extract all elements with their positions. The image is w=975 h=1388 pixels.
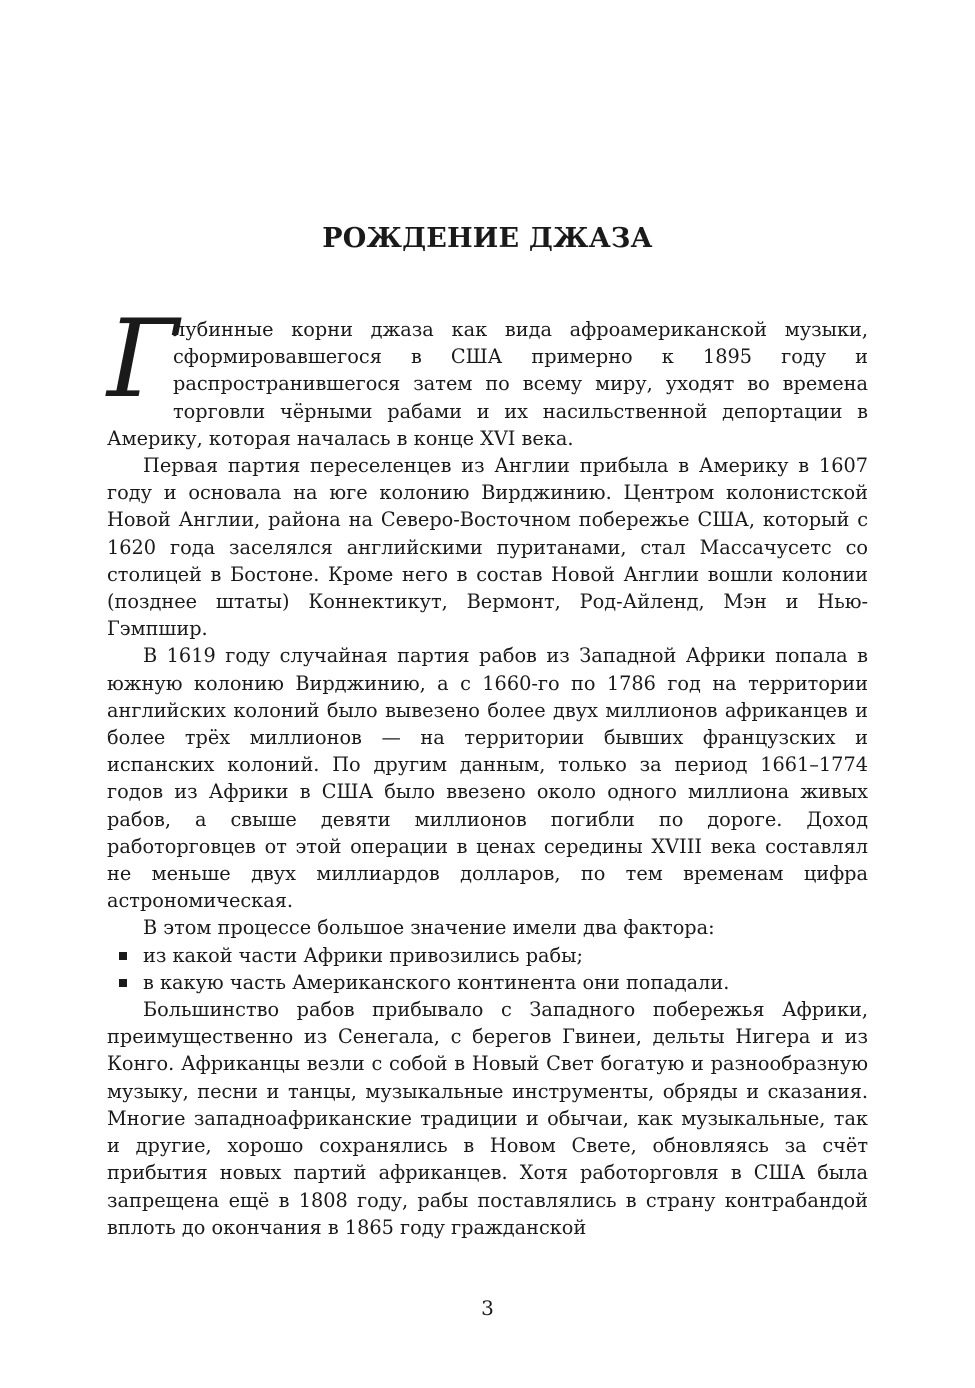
factor-list bbox=[107, 942, 868, 996]
square-bullet-icon bbox=[119, 979, 127, 987]
list-item-text: в какую часть Американского континента они попадали. bbox=[143, 970, 730, 994]
main-text bbox=[107, 297, 868, 1241]
paragraph-5: Большинство рабов прибывало с Западного побережья Африки, преимущественно из Сенегала, с берегов Гвинеи, дельты Нигера и из Конго. Африканцы везли с собой в Новый Свет богатую и разнообразную музыку, песни и танцы, музыкальные инструменты, обряды и сказания. Многие западноафриканские традиции и обычаи, как музыкальные, так и другие, хорошо сохранялись в Новом Свете, обновляясь за счёт прибытия новых партий африканцев. Хотя работорговля в США была запрещена ещё в 1808 году, рабы поставлялись в страну контрабандой вплоть до окончания в 1865 году гражданской bbox=[107, 998, 868, 1239]
drop-cap: Г bbox=[107, 297, 179, 422]
paragraph-2: Первая партия переселенцев из Англии прибыла в Америку в 1607 году и основала на юге колонию Вирджинию. Центром колонистской Новой Англии, района на Северо-Восточном побережье США, который с 1620 года заселялся английскими пуританами, стал Массачусетс со столицей в Бостоне. Кроме него в состав Новой Англии вошли колонии (позднее штаты) Коннектикут, Вермонт, Род-Айленд, Мэн и Нью-Гэмпшир. bbox=[107, 454, 868, 641]
paragraph-4: В этом процессе большое значение имели два фактора: bbox=[143, 916, 715, 940]
paragraph-3: В 1619 году случайная партия рабов из Западной Африки попала в южную колонию Вирджинию, а с 1660-го по 1786 год на территории английских колоний было вывезено более двух миллионов африканцев и более трёх миллионов — на территории бывших французских и испанских колоний. По другим данным, только за период 1661–1774 годов из Африки в США было ввезено около одного миллиона живых рабов, а свыше девяти миллионов погибли по дороге. Доход работорговцев от этой операции в ценах середины XVIII века составлял не меньше двух миллиардов долларов, по тем временам цифра астрономическая. bbox=[107, 644, 868, 913]
list-item-text: из какой части Африки привозились рабы; bbox=[143, 943, 583, 967]
paragraph-1-text: лубинные корни джаза как вида афроамериканской музыки, сформировавшегося в США примерно к 1895 году и распространившегося затем по всему миру, уходят во времена торговли чёрными рабами и их насильственной депортации в Америку, которая началась в конце XVI века. bbox=[107, 318, 868, 450]
chapter-title: РОЖДЕНИЕ ДЖАЗА bbox=[322, 223, 653, 254]
list-item bbox=[107, 942, 868, 969]
page-number: 3 bbox=[481, 1296, 494, 1320]
square-bullet-icon bbox=[119, 952, 127, 960]
paragraph-1 bbox=[107, 297, 868, 452]
list-item bbox=[107, 969, 868, 996]
